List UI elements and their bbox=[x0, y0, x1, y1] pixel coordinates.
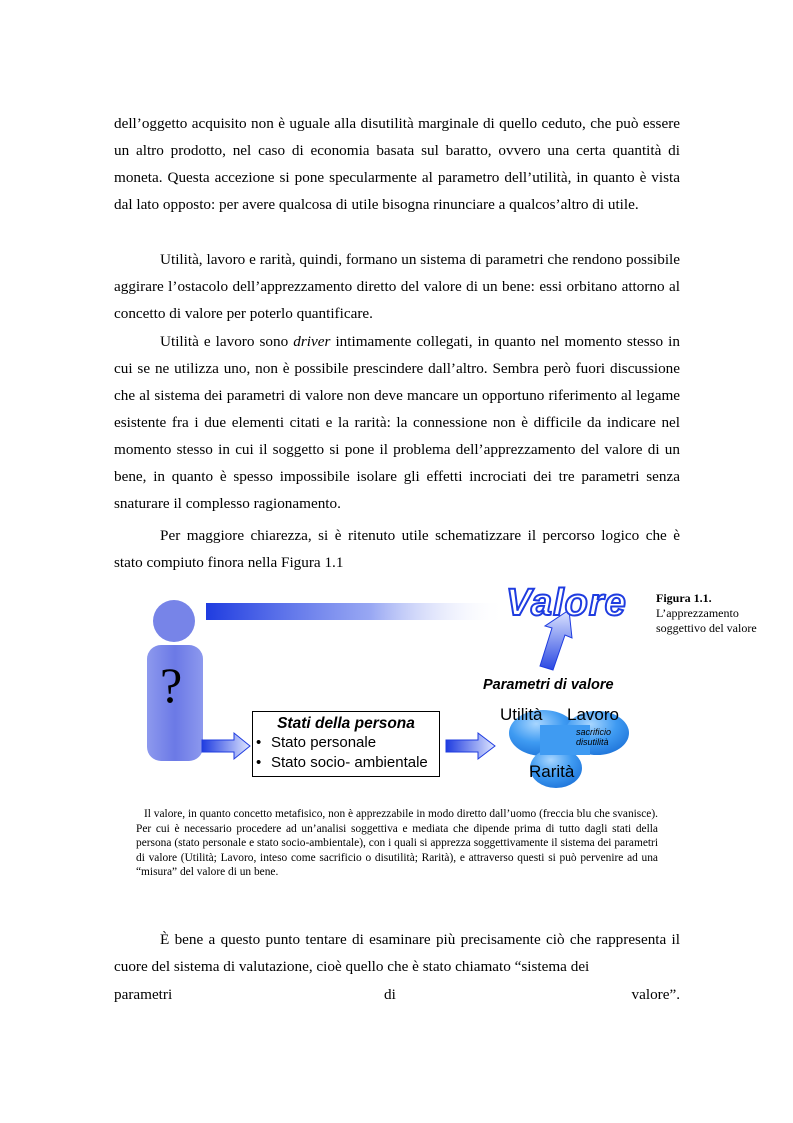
last-word-3: valore”. bbox=[631, 986, 680, 1003]
caption-label: Figura 1.1. bbox=[656, 591, 712, 605]
stati-item: • Stato personale bbox=[271, 733, 439, 753]
disutilita-label: disutilità bbox=[576, 737, 609, 747]
paragraph-4: Per maggiore chiarezza, si è ritenuto utile schematizzare il percorso logico che è stato compiuto finora nella Figura 1.1 bbox=[114, 527, 680, 571]
paragraph-5: È bene a questo punto tentare di esaminare più precisamente ciò che rappresenta il cuore del sistema di valutazione, cioè quello che è stato chiamato “sistema dei bbox=[114, 931, 680, 975]
fading-arrow-bar bbox=[206, 603, 506, 620]
lavoro-label: Lavoro bbox=[567, 705, 619, 724]
last-word-2: di bbox=[384, 986, 396, 1003]
stati-box bbox=[252, 711, 440, 777]
paragraph-3-italic: driver bbox=[293, 333, 331, 350]
utilita-label: Utilità bbox=[500, 705, 543, 724]
stati-list bbox=[253, 733, 439, 773]
paragraph-3-end: intimamente collegati, in quanto nel momento stesso in cui se ne utilizza uno, non è possibile prescindere dall’altro. Sembra però fuori discussione che al sistema dei parametri di valore non deve mancare un opportuno riferimento al legame esistente fra i due elementi citati e la rarità: la connessione non è difficile da indicare nel momento stesso in cui il soggetto si pone il problema dell’apprezzamento del valore di un bene, in quanto è spesso impossibile isolare gli effetti incrociati dei tre parametri senza snaturare il complesso ragionamento. bbox=[114, 333, 680, 512]
stati-item: • Stato socio- ambientale bbox=[271, 753, 439, 773]
figure-caption bbox=[656, 591, 766, 636]
paragraph-2: Utilità, lavoro e rarità, quindi, formano un sistema di parametri che rendono possibile aggirare l’ostacolo dell’apprezzamento diretto del valore di un bene: essi orbitano attorno al concetto di valore per poterlo quantificare. bbox=[114, 251, 680, 322]
sacrificio-label: sacrificio bbox=[576, 727, 612, 737]
paragraph-1: dell’oggetto acquisito non è uguale alla disutilità marginale di quello ceduto, che può essere un altro prodotto, nel caso di economia basata sul baratto, ovvero una certa quantità di moneta. Questa accezione si pone specularmente al parametro dell’utilità, in quanto è vista dal lato opposto: per avere qualcosa di utile bisogna rinunciare a qualcos’altro di utile. bbox=[114, 115, 680, 213]
caption-text: L’apprezzamento soggettivo del valore bbox=[656, 606, 757, 635]
paragraph-3-start: Utilità e lavoro sono bbox=[160, 333, 294, 350]
rarita-label: Rarità bbox=[529, 762, 575, 781]
figure-note: Il valore, in quanto concetto metafisico, non è apprezzabile in modo diretto dall’uomo (freccia blu che svanisce). Per cui è necessario procedere ad un’analisi soggettiva e mediata che dipende prima di tutto dagli stati della persona (stato personale e stato socio-ambientale), con i quali si apprezza soggettivamente il sistema dei parametri di valore (Utilità; Lavoro, inteso come sacrificio o disutilità; Rarità), e attraverso questi si può pervenire ad una “misura” del valore di un bene. bbox=[136, 808, 658, 879]
parametri-label: Parametri di valore bbox=[483, 677, 614, 693]
arrow-to-parameters bbox=[446, 733, 495, 759]
valore-title: Valore bbox=[506, 582, 627, 624]
arrow-to-stati bbox=[202, 733, 250, 759]
stati-title: Stati della persona bbox=[277, 715, 415, 732]
question-mark: ? bbox=[160, 657, 183, 713]
last-word-1: parametri bbox=[114, 986, 173, 1003]
person-head bbox=[153, 600, 195, 642]
